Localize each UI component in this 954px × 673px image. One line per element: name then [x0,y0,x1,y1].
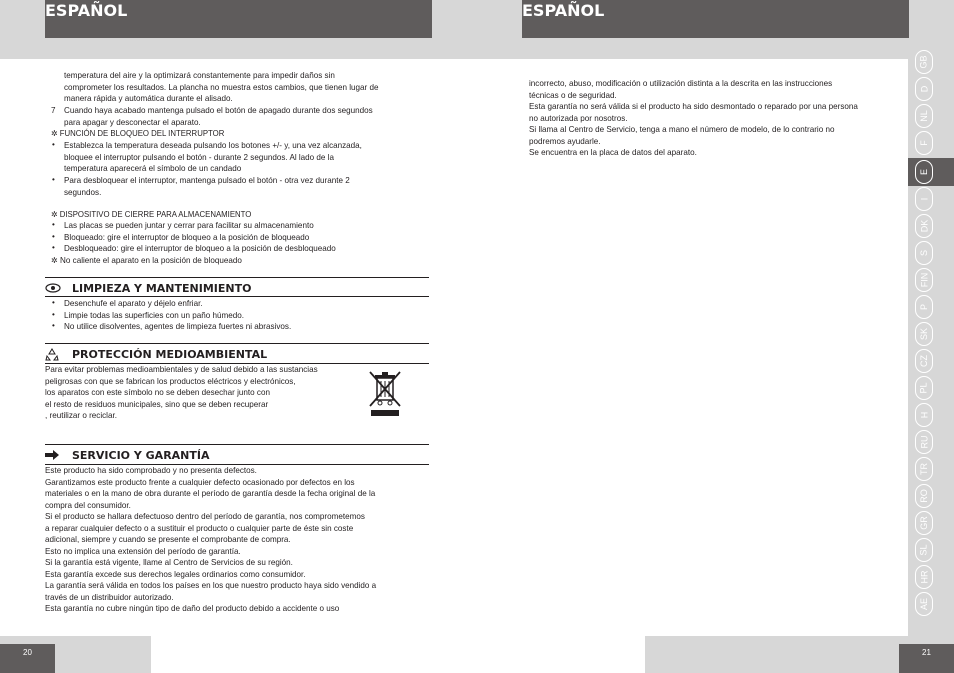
service-line: La garantía será válida en todos los países en los que nuestro producto haya sido vendido a [45,581,377,590]
language-tab-label: I [918,197,929,201]
right-line: Esta garantía no será válida si el producto ha sido desmontado o reparado por una persona [529,102,858,111]
cleaning-title: LIMPIEZA Y MANTENIMIENTO [72,282,252,295]
environment-top-rule [45,343,429,344]
bullet-dot: • [52,140,55,149]
language-tab-p[interactable] [915,295,933,319]
left-page-header [45,0,432,38]
intro-paragraph [64,70,434,105]
language-tab-ae[interactable] [915,592,933,616]
storage-heading [51,209,251,221]
language-tab-label: GR [919,516,929,530]
right-line: podremos ayudarle. [529,136,601,146]
sun-icon: ✲ [51,210,58,219]
language-tab-ro[interactable] [915,484,933,508]
language-tab-label: DK [918,219,929,233]
cleaning-bullet: Desenchufe el aparato y déjelo enfriar. [64,299,203,308]
environment-title: PROTECCIÓN MEDIOAMBIENTAL [72,348,268,361]
language-tab-label: SK [918,327,929,341]
step-7-text [64,105,434,128]
service-line: Esta garantía no cubre ningún tipo de daño del producto debido a accidente o uso [45,604,340,613]
right-page-header [522,0,909,38]
intro-line: manera rápida y automática durante el alisado. [64,94,233,103]
lock-bullet-line: temperatura aparecerá el símbolo de un candado [64,164,242,173]
language-tab-d[interactable] [915,77,933,101]
language-tab-ru[interactable] [915,430,933,454]
lock-function-title: FUNCIÓN DE BLOQUEO DEL INTERRUPTOR [59,129,225,138]
language-tab-s[interactable] [915,241,933,265]
right-line: incorrecto, abuso, modificación o utilización distinta a la descrita en las instrucciones [529,79,833,88]
language-tab-nl[interactable] [915,104,933,128]
cleaning-bottom-rule [45,296,429,297]
environment-line: peligrosas con que se fabrican los productos eléctricos y electrónicos, [45,376,296,386]
language-tab-label: F [919,140,929,146]
storage-note [51,255,242,267]
right-line: técnicas o de seguridad. [529,90,617,100]
arrow-right-icon [45,450,59,460]
language-tab-label: HR [919,570,929,584]
language-tab-label: GB [918,55,929,69]
language-tab-gr[interactable] [915,511,933,535]
environment-paragraph [45,364,365,422]
language-tab-label: D [919,85,929,93]
left-page-number: 20 [0,644,55,673]
bullet-dot: • [52,298,55,307]
recycle-icon [45,348,59,361]
service-line: Si la garantía está vigente, llame al Centro de Servicios de su región. [45,558,293,567]
service-line: Si el producto se hallara defectuoso dentro del período de garantía, nos comprometemos [45,512,365,521]
bullet-dot: • [52,321,55,330]
right-line: Se encuentra en la placa de datos del aparato. [529,148,697,157]
service-paragraph [45,465,430,615]
language-tab-gb[interactable] [915,50,933,74]
service-line: a reparar cualquier defecto o a sustituir el producto o cualquier parte de éste sin coste [45,523,354,533]
step-7-line: para apagar y desconectar el aparato. [64,117,201,127]
language-tab-sk[interactable] [915,322,933,346]
cleaning-top-rule [45,277,429,278]
language-tab-tr[interactable] [915,457,933,481]
storage-note-text: No caliente el aparato en la posición de bloqueado [60,256,242,265]
language-tab-label: RO [919,489,929,503]
lock-function-heading [51,128,224,140]
service-title: SERVICIO Y GARANTÍA [72,449,210,462]
service-line: materiales o en la mano de obra durante el período de garantía desde la fecha original de la [45,489,376,498]
storage-title: DISPOSITIVO DE CIERRE PARA ALMACENAMIENTO [59,210,252,219]
lock-bullet-line: Para desbloquear el interruptor, mantenga pulsado el botón - otra vez durante 2 [64,176,350,185]
crossed-out-bin-icon [366,370,404,418]
environment-line: el resto de residuos municipales, sino que se deben recuperar [45,399,269,409]
service-line: Esto no implica una extensión del período de garantía. [45,546,241,556]
environment-line: los aparatos con este símbolo no se deben desechar junto con [45,388,270,397]
language-tab-dk[interactable] [915,214,933,238]
language-tab-hr[interactable] [915,565,933,589]
language-tab-sl[interactable] [915,538,933,562]
language-tab-label: FIN [919,272,929,288]
bullet-dot: • [52,175,55,184]
sun-icon: ✲ [51,129,58,138]
language-tab-label: CZ [919,355,929,367]
right-line: no autorizada por nosotros. [529,113,628,123]
cleaning-bullet: Limpie todas las superficies con un paño húmedo. [64,311,244,320]
step-7-number: 7 [51,106,56,115]
language-tab-h[interactable] [915,403,933,427]
language-tab-cz[interactable] [915,349,933,373]
language-tab-i[interactable] [915,187,933,211]
language-tab-label: TR [919,463,929,475]
right-header-title: ESPAÑOL [522,1,605,20]
language-tab-label: AE [918,597,929,611]
cleaning-bullet: No utilice disolventes, agentes de limpieza fuertes ni abrasivos. [64,322,292,331]
language-tab-label: P [918,303,929,311]
step-7-line: Cuando haya acabado mantenga pulsado el botón de apagado durante dos segundos [64,106,373,115]
bullet-dot: • [52,243,55,252]
service-line: compra del consumidor. [45,500,131,510]
language-tab-label: E [918,168,929,176]
service-line: Este producto ha sido comprobado y no presenta defectos. [45,466,257,475]
eye-icon [45,283,61,293]
storage-bullet: Bloqueado: gire el interruptor de bloqueo a la posición de bloqueado [64,233,310,242]
bullet-dot: • [52,310,55,319]
language-tab-e[interactable] [915,160,933,184]
language-tab-label: S [918,249,929,257]
storage-bullet: Las placas se pueden juntar y cerrar para facilitar su almacenamiento [64,221,314,230]
service-line: través de un distribuidor autorizado. [45,592,174,602]
language-tab-label: RU [919,435,929,449]
storage-bullet: Desbloqueado: gire el interruptor de bloqueo a la posición de desbloqueado [64,244,336,253]
language-tab-label: NL [918,110,929,122]
lock-bullet-1 [64,140,434,175]
bullet-dot: • [52,220,55,229]
lock-bullet-line: segundos. [64,187,102,197]
left-header-title: ESPAÑOL [45,1,128,20]
intro-line: comprometer los resultados. La plancha no muestra estos cambios, que tienen lugar de [64,82,379,92]
right-line: Si llama al Centro de Servicio, tenga a mano el número de modelo, de lo contrario no [529,125,835,134]
bullet-dot: • [52,232,55,241]
language-tab-label: PL [918,382,929,394]
language-tab-label: SL [918,544,929,556]
language-tab-label: H [919,411,929,419]
right-paragraph [529,78,909,159]
service-line: Esta garantía excede sus derechos legales ordinarios como consumidor. [45,569,306,579]
service-line: adicional, siempre y cuando se presente el comprobante de compra. [45,535,291,544]
language-tab-pl[interactable] [915,376,933,400]
service-top-rule [45,444,429,445]
lock-bullet-2 [64,175,434,198]
lock-bullet-line: Establezca la temperatura deseada pulsando los botones +/- y, una vez alcanzada, [64,141,362,150]
sun-icon: ✲ [51,256,58,265]
language-tab-fin[interactable] [915,268,933,292]
language-tab-f[interactable] [915,131,933,155]
service-line: Garantizamos este producto frente a cualquier defecto ocasionado por defectos en los [45,477,355,487]
lock-bullet-line: bloquee el interruptor pulsando el botón - durante 2 segundos. Al lado de la [64,152,334,162]
environment-line: Para evitar problemas medioambientales y de salud debido a las sustancias [45,365,318,374]
environment-line: , reutilizar o reciclar. [45,411,117,420]
right-page-number: 21 [899,644,954,673]
intro-line: temperatura del aire y la optimizará constantemente para impedir daños sin [64,71,335,80]
